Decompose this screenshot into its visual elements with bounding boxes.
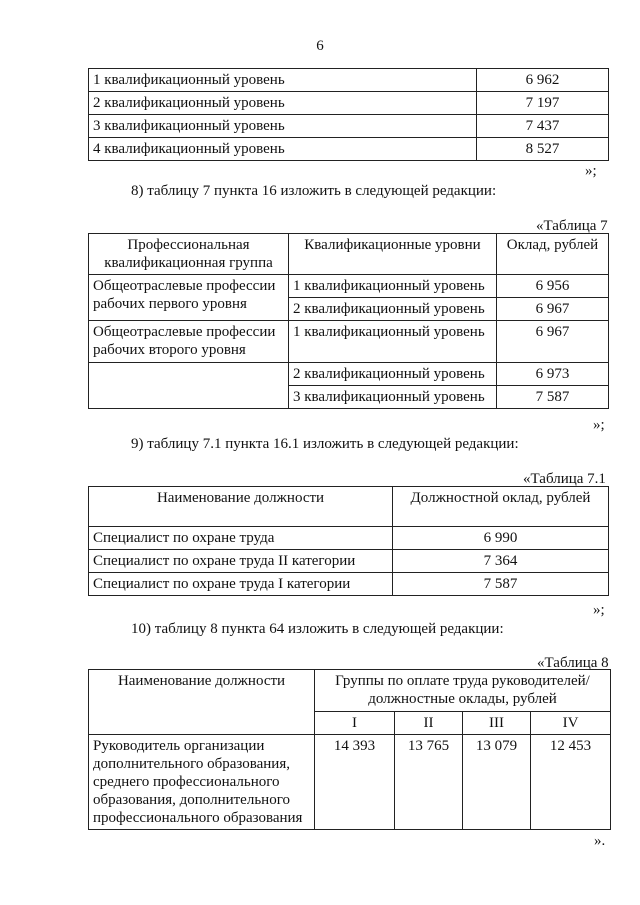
salary-cell: 13 079 [463, 735, 531, 830]
header-levels: Квалификационные уровни [289, 234, 497, 275]
paragraph-8: 8) таблицу 7 пункта 16 изложить в следующей редакции: [131, 183, 497, 199]
table-header-row [89, 670, 611, 712]
salary-cell: 6 967 [497, 298, 609, 321]
table-row [89, 573, 609, 596]
position-cell: Руководитель организации дополнительного образования, среднего профессионального образования, дополнительного профессионального образования [89, 735, 315, 830]
salary-cell: 7 197 [477, 92, 609, 115]
level-cell: 2 квалификационный уровень [289, 363, 497, 386]
header-position: Наименование должности [89, 487, 393, 527]
table-7 [88, 233, 609, 409]
level-cell: 1 квалификационный уровень [289, 321, 497, 363]
closing-quote: »; [593, 417, 605, 433]
table-7-1-caption: «Таблица 7.1 [523, 471, 606, 487]
group-name: Общеотраслевые профессии рабочих первого уровня [89, 275, 289, 321]
closing-quote: »; [585, 163, 597, 179]
page-number: 6 [316, 38, 324, 54]
group-name: Общеотраслевые профессии рабочих второго уровня [89, 321, 289, 363]
salary-cell: 6 956 [497, 275, 609, 298]
paragraph-9: 9) таблицу 7.1 пункта 16.1 изложить в следующей редакции: [131, 436, 519, 452]
salary-cell: 13 765 [395, 735, 463, 830]
group-number: I [315, 712, 395, 735]
table-8-caption: «Таблица 8 [537, 655, 609, 671]
level-cell: 1 квалификационный уровень [289, 275, 497, 298]
table-row [89, 735, 611, 830]
group-number: III [463, 712, 531, 735]
salary-cell: 6 973 [497, 363, 609, 386]
salary-cell: 6 990 [393, 527, 609, 550]
table-row [89, 550, 609, 573]
salary-cell: 7 437 [477, 115, 609, 138]
salary-cell: 8 527 [477, 138, 609, 161]
header-salary: Оклад, рублей [497, 234, 609, 275]
table-row [89, 92, 609, 115]
header-group: Профессиональная квалификационная группа [89, 234, 289, 275]
level-cell: 3 квалификационный уровень [89, 115, 477, 138]
group-number: II [395, 712, 463, 735]
group-number: IV [531, 712, 611, 735]
level-cell: 3 квалификационный уровень [289, 386, 497, 409]
salary-cell: 7 587 [393, 573, 609, 596]
table-row [89, 115, 609, 138]
salary-cell: 7 364 [393, 550, 609, 573]
level-cell: 2 квалификационный уровень [89, 92, 477, 115]
table-6-continuation [88, 68, 609, 161]
table-row [89, 321, 609, 363]
table-row [89, 363, 609, 386]
position-cell: Специалист по охране труда II категории [89, 550, 393, 573]
table-row [89, 138, 609, 161]
closing-quote: ». [594, 833, 606, 849]
table-header-row [89, 487, 609, 527]
salary-cell: 6 962 [477, 69, 609, 92]
position-cell: Специалист по охране труда [89, 527, 393, 550]
empty-cell [89, 363, 289, 409]
header-groups: Группы по оплате труда руководителей/ должностные оклады, рублей [315, 670, 611, 712]
table-row [89, 69, 609, 92]
level-cell: 2 квалификационный уровень [289, 298, 497, 321]
table-8 [88, 669, 611, 830]
paragraph-10: 10) таблицу 8 пункта 64 изложить в следующей редакции: [131, 621, 504, 637]
table-row [89, 527, 609, 550]
table-row [89, 275, 609, 298]
table-header-row [89, 234, 609, 275]
table-7-1 [88, 486, 609, 596]
salary-cell: 14 393 [315, 735, 395, 830]
position-cell: Специалист по охране труда I категории [89, 573, 393, 596]
closing-quote: »; [593, 602, 605, 618]
salary-cell: 7 587 [497, 386, 609, 409]
level-cell: 4 квалификационный уровень [89, 138, 477, 161]
header-salary: Должностной оклад, рублей [393, 487, 609, 527]
level-cell: 1 квалификационный уровень [89, 69, 477, 92]
salary-cell: 6 967 [497, 321, 609, 363]
salary-cell: 12 453 [531, 735, 611, 830]
header-position: Наименование должности [89, 670, 315, 735]
table-7-caption: «Таблица 7 [536, 218, 608, 234]
